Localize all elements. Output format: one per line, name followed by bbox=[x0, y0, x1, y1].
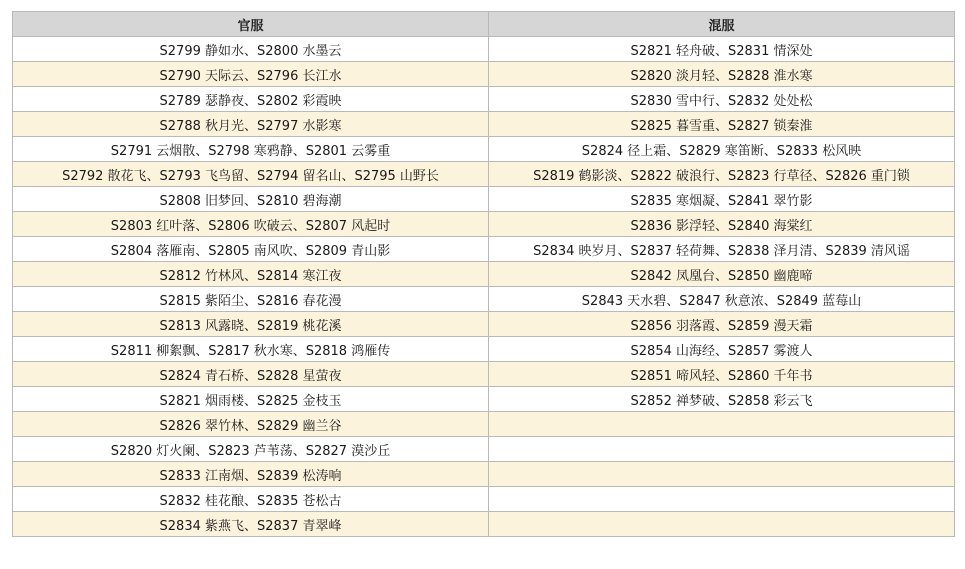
table-header-row bbox=[13, 12, 955, 37]
mixed-server-cell: S2820 淡月轻、S2828 淮水寒 bbox=[489, 62, 955, 87]
table-row bbox=[13, 387, 955, 412]
official-server-cell: S2812 竹林风、S2814 寒江夜 bbox=[13, 262, 489, 287]
table-row bbox=[13, 362, 955, 387]
mixed-server-cell: S2825 暮雪重、S2827 锁秦淮 bbox=[489, 112, 955, 137]
official-server-cell: S2804 落雁南、S2805 南风吹、S2809 青山影 bbox=[13, 237, 489, 262]
server-table-container bbox=[12, 11, 955, 537]
mixed-server-cell: S2852 禅梦破、S2858 彩云飞 bbox=[489, 387, 955, 412]
table-row bbox=[13, 312, 955, 337]
official-server-cell: S2811 柳絮飘、S2817 秋水寒、S2818 鸿雁传 bbox=[13, 337, 489, 362]
header-official-server: 官服 bbox=[13, 12, 489, 37]
mixed-server-cell: S2854 山海经、S2857 雾渡人 bbox=[489, 337, 955, 362]
table-row bbox=[13, 237, 955, 262]
table-row bbox=[13, 437, 955, 462]
official-server-cell: S2821 烟雨楼、S2825 金枝玉 bbox=[13, 387, 489, 412]
official-server-cell: S2832 桂花酿、S2835 苍松古 bbox=[13, 487, 489, 512]
official-server-cell: S2834 紫燕飞、S2837 青翠峰 bbox=[13, 512, 489, 537]
table-row bbox=[13, 262, 955, 287]
table-row bbox=[13, 412, 955, 437]
mixed-server-cell: S2821 轻舟破、S2831 情深处 bbox=[489, 37, 955, 62]
official-server-cell: S2826 翠竹林、S2829 幽兰谷 bbox=[13, 412, 489, 437]
mixed-server-cell: S2836 影浮轻、S2840 海棠红 bbox=[489, 212, 955, 237]
table-row bbox=[13, 337, 955, 362]
table-body bbox=[13, 37, 955, 537]
mixed-server-cell bbox=[489, 437, 955, 462]
mixed-server-cell: S2830 雪中行、S2832 处处松 bbox=[489, 87, 955, 112]
mixed-server-cell: S2851 啼风轻、S2860 千年书 bbox=[489, 362, 955, 387]
official-server-cell: S2799 静如水、S2800 水墨云 bbox=[13, 37, 489, 62]
official-server-cell: S2791 云烟散、S2798 寒鸦静、S2801 云雾重 bbox=[13, 137, 489, 162]
official-server-cell: S2789 瑟静夜、S2802 彩霞映 bbox=[13, 87, 489, 112]
table-row bbox=[13, 462, 955, 487]
table-row bbox=[13, 62, 955, 87]
official-server-cell: S2792 散花飞、S2793 飞鸟留、S2794 留名山、S2795 山野长 bbox=[13, 162, 489, 187]
table-row bbox=[13, 287, 955, 312]
table-row bbox=[13, 512, 955, 537]
mixed-server-cell: S2835 寒烟凝、S2841 翠竹影 bbox=[489, 187, 955, 212]
mixed-server-cell: S2819 鹤影淡、S2822 破浪行、S2823 行草径、S2826 重门锁 bbox=[489, 162, 955, 187]
table-row bbox=[13, 187, 955, 212]
official-server-cell: S2788 秋月光、S2797 水影寒 bbox=[13, 112, 489, 137]
server-table bbox=[12, 11, 955, 537]
mixed-server-cell bbox=[489, 487, 955, 512]
mixed-server-cell bbox=[489, 462, 955, 487]
official-server-cell: S2813 风露晓、S2819 桃花溪 bbox=[13, 312, 489, 337]
table-row bbox=[13, 87, 955, 112]
official-server-cell: S2833 江南烟、S2839 松涛响 bbox=[13, 462, 489, 487]
mixed-server-cell: S2834 映岁月、S2837 轻荷舞、S2838 泽月清、S2839 清风谣 bbox=[489, 237, 955, 262]
official-server-cell: S2815 紫陌尘、S2816 春花漫 bbox=[13, 287, 489, 312]
mixed-server-cell bbox=[489, 412, 955, 437]
official-server-cell: S2824 青石桥、S2828 星萤夜 bbox=[13, 362, 489, 387]
table-row bbox=[13, 487, 955, 512]
mixed-server-cell: S2843 天水碧、S2847 秋意浓、S2849 蓝莓山 bbox=[489, 287, 955, 312]
table-row bbox=[13, 212, 955, 237]
mixed-server-cell: S2856 羽落霞、S2859 漫天霜 bbox=[489, 312, 955, 337]
header-mixed-server: 混服 bbox=[489, 12, 955, 37]
table-row bbox=[13, 162, 955, 187]
mixed-server-cell: S2824 径上霜、S2829 寒笛断、S2833 松风映 bbox=[489, 137, 955, 162]
official-server-cell: S2808 旧梦回、S2810 碧海潮 bbox=[13, 187, 489, 212]
table-row bbox=[13, 112, 955, 137]
table-row bbox=[13, 37, 955, 62]
official-server-cell: S2803 红叶落、S2806 吹破云、S2807 风起时 bbox=[13, 212, 489, 237]
table-row bbox=[13, 137, 955, 162]
official-server-cell: S2820 灯火阑、S2823 芦苇荡、S2827 漠沙丘 bbox=[13, 437, 489, 462]
official-server-cell: S2790 天际云、S2796 长江水 bbox=[13, 62, 489, 87]
mixed-server-cell bbox=[489, 512, 955, 537]
mixed-server-cell: S2842 凤凰台、S2850 幽鹿啼 bbox=[489, 262, 955, 287]
